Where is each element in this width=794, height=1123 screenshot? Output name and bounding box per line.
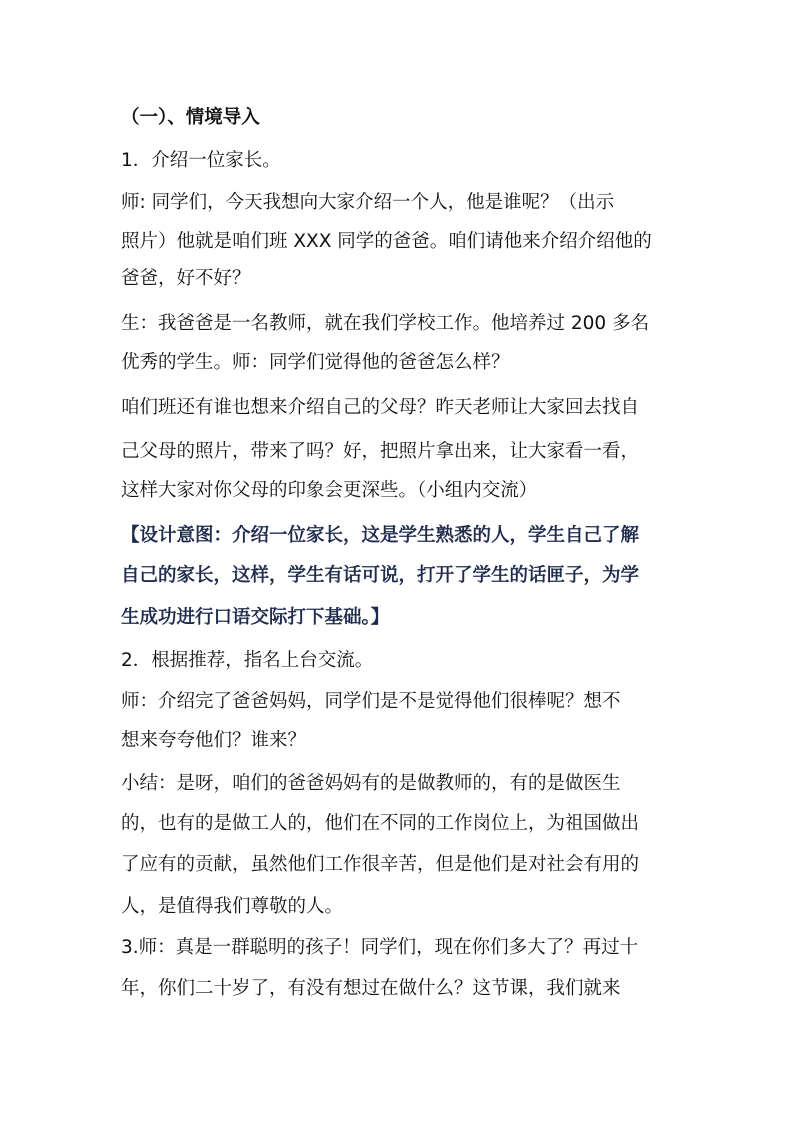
paragraph-line: 优秀的学生。师：同学们觉得他的爸爸怎么样？ <box>121 352 510 373</box>
item-3-line: 3.师：真是一群聪明的孩子！同学们，现在你们多大了？再过十 <box>121 937 639 958</box>
design-note-line: 【设计意图：介绍一位家长，这是学生熟悉的人，学生自己了解 <box>121 525 640 546</box>
paragraph-line: 己父母的照片，带来了吗？好，把照片拿出来，让大家看一看， <box>121 441 640 462</box>
design-note-line: 生成功进行口语交际打下基础。】 <box>121 607 390 628</box>
design-note-line: 自己的家长，这样，学生有话可说，打开了学生的话匣子，为学 <box>121 565 640 586</box>
paragraph-line: 人，是值得我们尊敬的人。 <box>121 896 344 917</box>
paragraph-line: 师：介绍完了爸爸妈妈，同学们是不是觉得他们很棒呢？想不 <box>121 691 621 712</box>
paragraph-line: 照片）他就是咱们班 XXX 同学的爸爸。咱们请他来介绍介绍他的 <box>121 231 652 252</box>
paragraph-line: 小结：是呀，咱们的爸爸妈妈有的是做教师的，有的是做医生 <box>121 773 621 794</box>
paragraph-line: 想来夸夸他们？谁来？ <box>121 730 307 751</box>
paragraph-line: 这样大家对你父母的印象会更深些。（小组内交流） <box>121 480 538 501</box>
paragraph-line: 咱们班还有谁也想来介绍自己的父母？昨天老师让大家回去找自 <box>121 397 640 418</box>
item-2-title: 2．根据推荐，指名上台交流。 <box>121 650 374 671</box>
paragraph-line: 的，也有的是做工人的，他们在不同的工作岗位上，为祖国做出 <box>121 813 640 834</box>
item-1-title: 1．介绍一位家长。 <box>121 150 281 171</box>
section-heading: （一）、情境导入 <box>121 107 260 128</box>
paragraph-line: 师: 同学们，今天我想向大家介绍一个人，他是谁呢？（出示 <box>121 192 615 213</box>
paragraph-line: 爸爸，好不好？ <box>121 268 251 289</box>
item-3-line: 年，你们二十岁了，有没有想过在做什么？这节课，我们就来 <box>121 978 621 999</box>
paragraph-line: 了应有的贡献，虽然他们工作很辛苦，但是他们是对社会有用的 <box>121 854 640 875</box>
paragraph-line: 生：我爸爸是一名教师，就在我们学校工作。他培养过 200 多名 <box>121 313 650 334</box>
